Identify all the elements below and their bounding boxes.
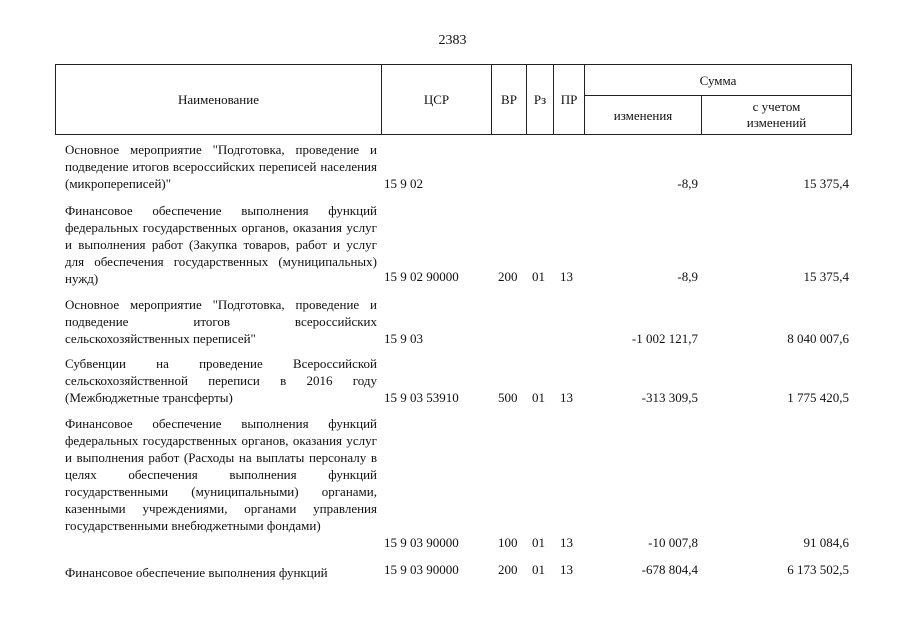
row-pr: 13 [560,390,573,405]
row-change: -8,9 [677,269,698,284]
header-pr: ПР [560,92,578,107]
row-total: 8 040 007,6 [787,331,849,346]
row-csr: 15 9 03 90000 [384,535,459,550]
header-sum: Сумма [699,73,737,88]
header-bottom-border [55,134,852,135]
row-rz: 01 [532,390,545,405]
row-total: 15 375,4 [803,269,849,284]
row-csr: 15 9 03 [384,331,423,346]
header-rz: Рз [533,92,547,107]
row-vr: 200 [498,269,518,284]
row-name: Финансовое обеспечение выполнения функций федеральных государственных органов, оказания услуг и выполнения работ (Расходы на выплаты персоналу в целях обеспечения выполнения функций государственными (муниципальными) органами, казенными учреждениями, органами управления государственными внебюджетными фондами) [65,416,377,533]
row-name: Основное мероприятие "Подготовка, проведение и подведение итогов всероссийских сельскохозяйственных переписей" [65,297,377,346]
header-name: Наименование [178,92,259,107]
row-change: -10 007,8 [648,535,698,550]
row-vr: 100 [498,535,518,550]
row-name: Субвенции на проведение Всероссийской сельскохозяйственной переписи в 2016 году (Межбюджетные трансферты) [65,356,377,405]
row-pr: 13 [560,269,573,284]
row-csr: 15 9 02 90000 [384,269,459,284]
row-total: 1 775 420,5 [787,390,849,405]
row-csr: 15 9 03 90000 [384,562,459,577]
row-vr: 200 [498,562,518,577]
header-change: изменения [613,108,673,123]
row-rz: 01 [532,562,545,577]
row-rz: 01 [532,269,545,284]
row-change: -313 309,5 [641,390,698,405]
row-rz: 01 [532,535,545,550]
row-total: 15 375,4 [803,176,849,191]
row-csr: 15 9 02 [384,176,423,191]
row-pr: 13 [560,535,573,550]
header-csr: ЦСР [423,92,450,107]
row-total: 91 084,6 [803,535,849,550]
page-number: 2383 [438,33,467,48]
row-name: Основное мероприятие "Подготовка, проведение и подведение итогов всероссийских переписей населения (микропереписей)" [65,142,377,191]
sum-divider [584,95,852,96]
header-vr: ВР [501,92,517,107]
row-pr: 13 [560,562,573,577]
row-name: Финансовое обеспечение выполнения функций [65,565,328,580]
row-csr: 15 9 03 53910 [384,390,459,405]
header-with-change-line1: с учетом [752,99,801,114]
row-name: Финансовое обеспечение выполнения функций федеральных государственных органов, оказания услуг и выполнения работ (Закупка товаров, работ и услуг для обеспечения государственных (муниципальных) нужд) [65,203,377,286]
row-vr: 500 [498,390,518,405]
row-change: -8,9 [677,176,698,191]
row-change: -1 002 121,7 [631,331,698,346]
header-top-border [55,64,852,65]
header-with-change-line2: изменений [746,115,807,130]
row-total: 6 173 502,5 [787,562,849,577]
col-border-right [851,64,852,134]
row-change: -678 804,4 [641,562,698,577]
